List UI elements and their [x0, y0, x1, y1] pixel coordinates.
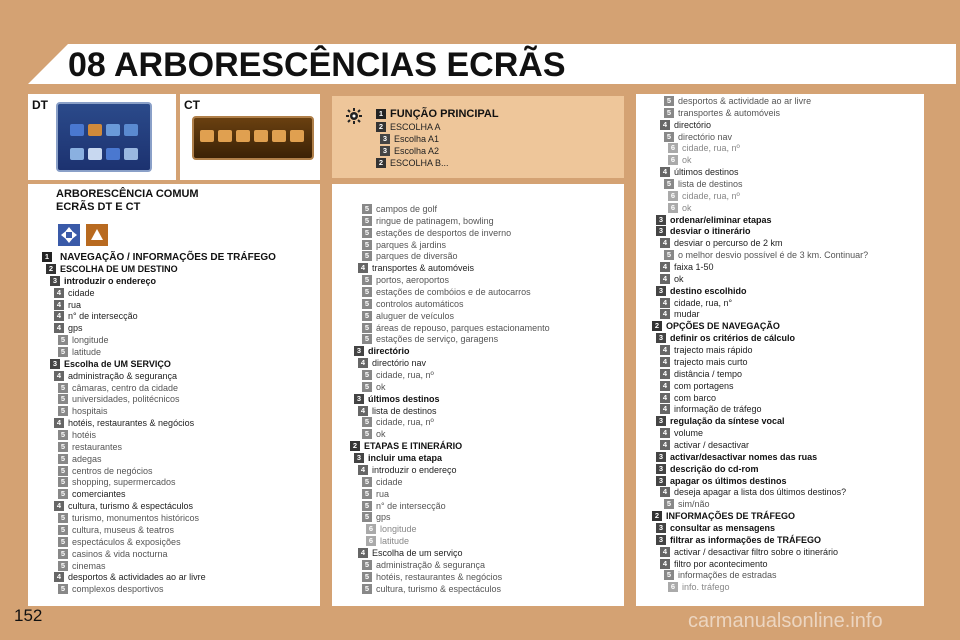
- tree-item-label: introduzir o endereço: [64, 275, 157, 286]
- tree-item-label: ordenar/eliminar etapas: [670, 214, 772, 225]
- level-badge: 5: [362, 228, 372, 238]
- tree-item-label: ok: [682, 155, 692, 166]
- screen-tile: [124, 124, 138, 136]
- screen-tile: [218, 130, 232, 142]
- level-badge: 4: [358, 358, 368, 368]
- tree-item-label: turismo, monumentos históricos: [72, 513, 200, 524]
- tree-item-label: Escolha A1: [394, 134, 440, 144]
- tree-item-label: ESCOLHA B...: [390, 158, 449, 168]
- navigation-icon-ct: [86, 224, 108, 246]
- tree-item-label: o melhor desvio possível é de 3 km. Continuar?: [678, 250, 869, 261]
- tree-item-label: longitude: [380, 524, 417, 535]
- common-tree-subtitle: ECRÃS DT E CT: [56, 201, 141, 213]
- level-badge: 5: [58, 406, 68, 416]
- level-badge: 6: [668, 155, 678, 165]
- level-badge: 2: [350, 441, 360, 451]
- tree-item-label: ok: [376, 381, 386, 392]
- tree-item-label: centros de negócios: [72, 465, 153, 476]
- level-badge: 5: [362, 560, 372, 570]
- level-badge: 5: [664, 570, 674, 580]
- tree-item-label: administração & segurança: [68, 370, 178, 381]
- level-badge: 5: [58, 466, 68, 476]
- screen-tile: [70, 124, 84, 136]
- tree-item-label: estações de combóios e de autocarros: [376, 287, 531, 298]
- tree-item-label: ETAPAS E ITINERÁRIO: [364, 441, 463, 452]
- level-badge: 4: [358, 263, 368, 273]
- level-badge: 5: [58, 430, 68, 440]
- tree-item-label: directório nav: [372, 358, 427, 369]
- tree-item-label: INFORMAÇÕES DE TRÁFEGO: [666, 511, 796, 522]
- level-badge: 4: [660, 369, 670, 379]
- screen-tile: [200, 130, 214, 142]
- level-badge: 3: [656, 416, 666, 426]
- level-badge: 5: [58, 477, 68, 487]
- tree-item-label: desviar o itinerário: [670, 226, 751, 237]
- tree-item-label: introduzir o endereço: [372, 464, 457, 475]
- level-badge: 4: [660, 167, 670, 177]
- level-badge: 5: [362, 512, 372, 522]
- ct-label: CT: [184, 98, 200, 112]
- tree-item-label: cinemas: [72, 560, 106, 571]
- level-badge: 5: [58, 454, 68, 464]
- tree-item-label: Escolha de um serviço: [372, 547, 463, 558]
- level-badge: 5: [362, 311, 372, 321]
- level-badge: 5: [664, 108, 674, 118]
- level-badge: 3: [354, 346, 364, 356]
- level-badge: 5: [362, 489, 372, 499]
- level-badge: 5: [664, 250, 674, 260]
- tree-item-label: campos de golf: [376, 204, 438, 214]
- tree-item-label: áreas de repouso, parques estacionamento: [376, 322, 550, 333]
- tree-item-label: restaurantes: [72, 441, 123, 452]
- level-badge: 5: [58, 442, 68, 452]
- tree-item-label: info. tráfego: [682, 582, 730, 593]
- level-badge: 4: [660, 120, 670, 130]
- tree-item-label: activar/desactivar nomes das ruas: [670, 451, 818, 462]
- tree-item-label: distância / tempo: [674, 368, 743, 379]
- level-badge: 3: [656, 523, 666, 533]
- tree-item-label: cidade: [68, 287, 95, 298]
- tree-item-label: controlos automáticos: [376, 298, 464, 309]
- tree-item-label: câmaras, centro da cidade: [72, 382, 179, 393]
- level-badge: 5: [362, 429, 372, 439]
- tree-item-label: volume: [674, 428, 704, 439]
- tree-item-label: cultura, turismo & espectáculos: [376, 583, 502, 594]
- dt-screen-image: [56, 102, 152, 172]
- tree-item-label: directório nav: [678, 131, 733, 142]
- level-badge: 4: [358, 406, 368, 416]
- tree-item-label: incluir uma etapa: [368, 453, 443, 464]
- tree-item-label: descrição do cd-rom: [670, 463, 759, 474]
- tree-item-label: parques de diversão: [376, 251, 458, 262]
- level-badge: 4: [660, 487, 670, 497]
- level-badge: 5: [58, 383, 68, 393]
- level-badge: 4: [54, 371, 64, 381]
- tree-item-label: estações de desportos de inverno: [376, 227, 512, 238]
- level-badge: 4: [54, 418, 64, 428]
- tree-item-label: complexos desportivos: [72, 584, 164, 595]
- level-badge: 5: [362, 572, 372, 582]
- level-badge: 5: [58, 347, 68, 357]
- level-badge: 2: [376, 158, 386, 168]
- tree-item-label: n° de intersecção: [68, 311, 138, 322]
- screen-tile: [106, 148, 120, 160]
- level-badge: 5: [362, 323, 372, 333]
- tree-item-label: filtrar as informações de TRÁFEGO: [670, 534, 822, 545]
- tree-item-label: sim/não: [678, 499, 710, 510]
- level-badge: 5: [362, 370, 372, 380]
- level-badge: 2: [652, 511, 662, 521]
- tree-item-label: latitude: [72, 347, 102, 358]
- page-title: 08 ARBORESCÊNCIAS ECRÃS: [68, 46, 566, 84]
- page-number: 152: [14, 606, 43, 625]
- tree-item-label: Escolha de UM SERVIÇO: [64, 358, 171, 369]
- tree-item-label: directório: [368, 346, 410, 357]
- level-badge: 5: [664, 179, 674, 189]
- tree-item-label: ESCOLHA DE UM DESTINO: [60, 264, 178, 274]
- level-badge: 6: [668, 143, 678, 153]
- level-badge: 5: [58, 335, 68, 345]
- level-badge: 1: [42, 252, 52, 262]
- tree-item-label: com barco: [674, 392, 717, 403]
- level-badge: 4: [54, 323, 64, 333]
- level-badge: 3: [656, 226, 666, 236]
- tree-item-label: desportos & actividade ao ar livre: [678, 96, 812, 106]
- tree-item-label: últimos destinos: [368, 393, 440, 404]
- tree-item-label: faixa 1-50: [674, 262, 714, 273]
- level-badge: 3: [50, 276, 60, 286]
- tree-item-label: com portagens: [674, 380, 734, 391]
- tree-item-label: lista de destinos: [678, 179, 743, 190]
- level-badge: 3: [50, 359, 60, 369]
- level-badge: 5: [58, 549, 68, 559]
- tree-item-label: hotéis, restaurantes & negócios: [68, 418, 195, 429]
- tree-item-label: desportos & actividades ao ar livre: [68, 572, 206, 583]
- gear-icon: [346, 108, 362, 124]
- level-badge: 5: [664, 96, 674, 106]
- level-badge: 3: [656, 464, 666, 474]
- tree-item-label: hospitais: [72, 406, 108, 417]
- tree-item-label: administração & segurança: [376, 559, 486, 570]
- level-badge: 4: [660, 428, 670, 438]
- tree-item-label: informação de tráfego: [674, 404, 762, 415]
- screen-tile: [106, 124, 120, 136]
- tree-item-label: ok: [682, 202, 692, 213]
- ct-screen-image: [192, 116, 314, 160]
- tree-item-label: ok: [376, 429, 386, 440]
- tree-item-label: rua: [68, 299, 82, 310]
- tree-item-label: Escolha A2: [394, 146, 440, 156]
- level-badge: 6: [668, 203, 678, 213]
- screen-tile: [124, 148, 138, 160]
- level-badge: 3: [380, 146, 390, 156]
- tree-item-label: apagar os últimos destinos: [670, 475, 787, 486]
- screen-tile: [88, 124, 102, 136]
- tree-item-label: portos, aeroportos: [376, 275, 450, 286]
- tree-item-label: cultura, turismo & espectáculos: [68, 501, 194, 512]
- level-badge: 5: [362, 275, 372, 285]
- screen-tile: [88, 148, 102, 160]
- tree-item-label: deseja apagar a lista dos últimos destinos?: [674, 487, 847, 498]
- tree-item-label: universidades, politécnicos: [72, 394, 180, 405]
- level-badge: 4: [660, 559, 670, 569]
- screen-tile: [290, 130, 304, 142]
- tree-item-label: transportes & automóveis: [678, 107, 781, 118]
- level-badge: 3: [354, 453, 364, 463]
- level-badge: 5: [664, 132, 674, 142]
- screen-tile: [254, 130, 268, 142]
- tree-item-label: activar / desactivar filtro sobre o itinerário: [674, 546, 839, 557]
- tree-item-label: rua: [376, 488, 390, 499]
- level-badge: 3: [656, 452, 666, 462]
- tree-item-label: latitude: [380, 536, 410, 547]
- level-badge: 4: [660, 547, 670, 557]
- tree-item-label: cidade, rua, n°: [674, 297, 733, 308]
- tree-item-label: destino escolhido: [670, 285, 747, 296]
- tree-item-label: últimos destinos: [674, 167, 739, 178]
- tree-item-label: estações de serviço, garagens: [376, 334, 499, 345]
- tree-item-label: OPÇÕES DE NAVEGAÇÃO: [666, 321, 780, 332]
- level-badge: 5: [58, 537, 68, 547]
- level-badge: 4: [358, 465, 368, 475]
- level-badge: 5: [58, 584, 68, 594]
- level-badge: 5: [362, 417, 372, 427]
- tree-item-label: hotéis, restaurantes & negócios: [376, 571, 503, 582]
- level-badge: 4: [358, 548, 368, 558]
- tree-item-label: cidade, rua, nº: [682, 143, 740, 154]
- tree-item-label: cidade: [376, 476, 403, 487]
- tree-item-label: trajecto mais rápido: [674, 345, 753, 356]
- level-badge: 6: [668, 582, 678, 592]
- screen-tile: [70, 148, 84, 160]
- tree-item-label: adegas: [72, 453, 102, 464]
- level-badge: 4: [54, 300, 64, 310]
- tree-item-label: ESCOLHA A: [390, 122, 441, 132]
- level-badge: 6: [366, 536, 376, 546]
- dt-label: DT: [32, 98, 48, 112]
- level-badge: 5: [58, 561, 68, 571]
- level-badge: 5: [362, 477, 372, 487]
- tree-item-label: gps: [68, 323, 83, 334]
- tree-item-label: aluguer de veículos: [376, 310, 455, 321]
- tree-item-label: cidade, rua, nº: [376, 370, 434, 381]
- common-tree-title: ARBORESCÊNCIA COMUM: [56, 188, 199, 200]
- level-badge: 4: [660, 262, 670, 272]
- level-badge: 5: [362, 299, 372, 309]
- level-badge: 4: [660, 357, 670, 367]
- level-badge: 6: [366, 524, 376, 534]
- level-badge: 5: [362, 382, 372, 392]
- tree-item-label: trajecto mais curto: [674, 356, 748, 367]
- tree-item-label: definir os critérios de cálculo: [670, 333, 796, 344]
- tree-item-label: gps: [376, 512, 391, 523]
- level-badge: 5: [58, 525, 68, 535]
- tree-item-label: transportes & automóveis: [372, 263, 475, 274]
- tree-item-label: directório: [674, 119, 712, 130]
- tree-item-label: activar / desactivar: [674, 439, 750, 450]
- level-badge: 3: [656, 535, 666, 545]
- tree-item-label: parques & jardins: [376, 239, 447, 250]
- level-badge: 3: [656, 286, 666, 296]
- level-badge: 4: [660, 393, 670, 403]
- tree-item-label: cidade, rua, nº: [376, 417, 434, 428]
- tree-item-label: espectáculos & exposições: [72, 536, 181, 547]
- tree-item-label: ok: [674, 273, 684, 284]
- level-badge: 3: [656, 215, 666, 225]
- level-badge: 5: [362, 334, 372, 344]
- tree-item-label: shopping, supermercados: [72, 477, 176, 488]
- tree-item-label: consultar as mensagens: [670, 522, 776, 533]
- level-badge: 5: [362, 204, 372, 214]
- tree-item-label: filtro por acontecimento: [674, 558, 768, 569]
- tree-item-label: desviar o percurso de 2 km: [674, 238, 783, 249]
- level-badge: 4: [660, 298, 670, 308]
- level-badge: 4: [54, 572, 64, 582]
- tree-item-label: lista de destinos: [372, 405, 437, 416]
- level-badge: 4: [660, 309, 670, 319]
- level-badge: 3: [380, 134, 390, 144]
- tree-item-label: regulação da síntese vocal: [670, 416, 785, 427]
- level-badge: 5: [362, 251, 372, 261]
- level-badge: 4: [54, 311, 64, 321]
- tree-item-label: cultura, museus & teatros: [72, 524, 175, 535]
- level-badge: 3: [656, 333, 666, 343]
- level-badge: 4: [660, 274, 670, 284]
- tree-item-label: mudar: [674, 309, 700, 320]
- level-badge: 4: [660, 238, 670, 248]
- navigation-icon: [58, 224, 80, 246]
- tree-item-label: cidade, rua, nº: [682, 190, 740, 201]
- level-badge: 2: [46, 264, 56, 274]
- level-badge: 5: [362, 501, 372, 511]
- tree-item-label: casinos & vida nocturna: [72, 548, 168, 559]
- level-badge: 5: [362, 240, 372, 250]
- screen-tile: [236, 130, 250, 142]
- level-badge: 3: [354, 394, 364, 404]
- level-badge: 4: [660, 404, 670, 414]
- level-badge: 5: [58, 513, 68, 523]
- tree-item-label: hotéis: [72, 430, 97, 441]
- tree-item-label: informações de estradas: [678, 570, 777, 581]
- level-badge: 5: [664, 499, 674, 509]
- watermark: carmanualsonline.info: [688, 610, 883, 632]
- screen-tile: [272, 130, 286, 142]
- level-badge: 5: [58, 394, 68, 404]
- level-badge: 2: [652, 321, 662, 331]
- level-badge: 5: [362, 584, 372, 594]
- level-badge: 4: [54, 501, 64, 511]
- level-badge: 5: [58, 489, 68, 499]
- tree-item-label: longitude: [72, 335, 109, 346]
- tree-item-label: n° de intersecção: [376, 500, 446, 511]
- level-badge: 4: [54, 288, 64, 298]
- level-badge: 4: [660, 440, 670, 450]
- tree-item-label: comerciantes: [72, 489, 126, 500]
- level-badge: 2: [376, 122, 386, 132]
- level-badge: 1: [376, 109, 386, 119]
- level-badge: 5: [362, 287, 372, 297]
- level-badge: 5: [362, 216, 372, 226]
- level-badge: 4: [660, 381, 670, 391]
- level-badge: 6: [668, 191, 678, 201]
- level-badge: 3: [656, 476, 666, 486]
- level-badge: 4: [660, 345, 670, 355]
- tree-item-label: ringue de patinagem, bowling: [376, 215, 494, 226]
